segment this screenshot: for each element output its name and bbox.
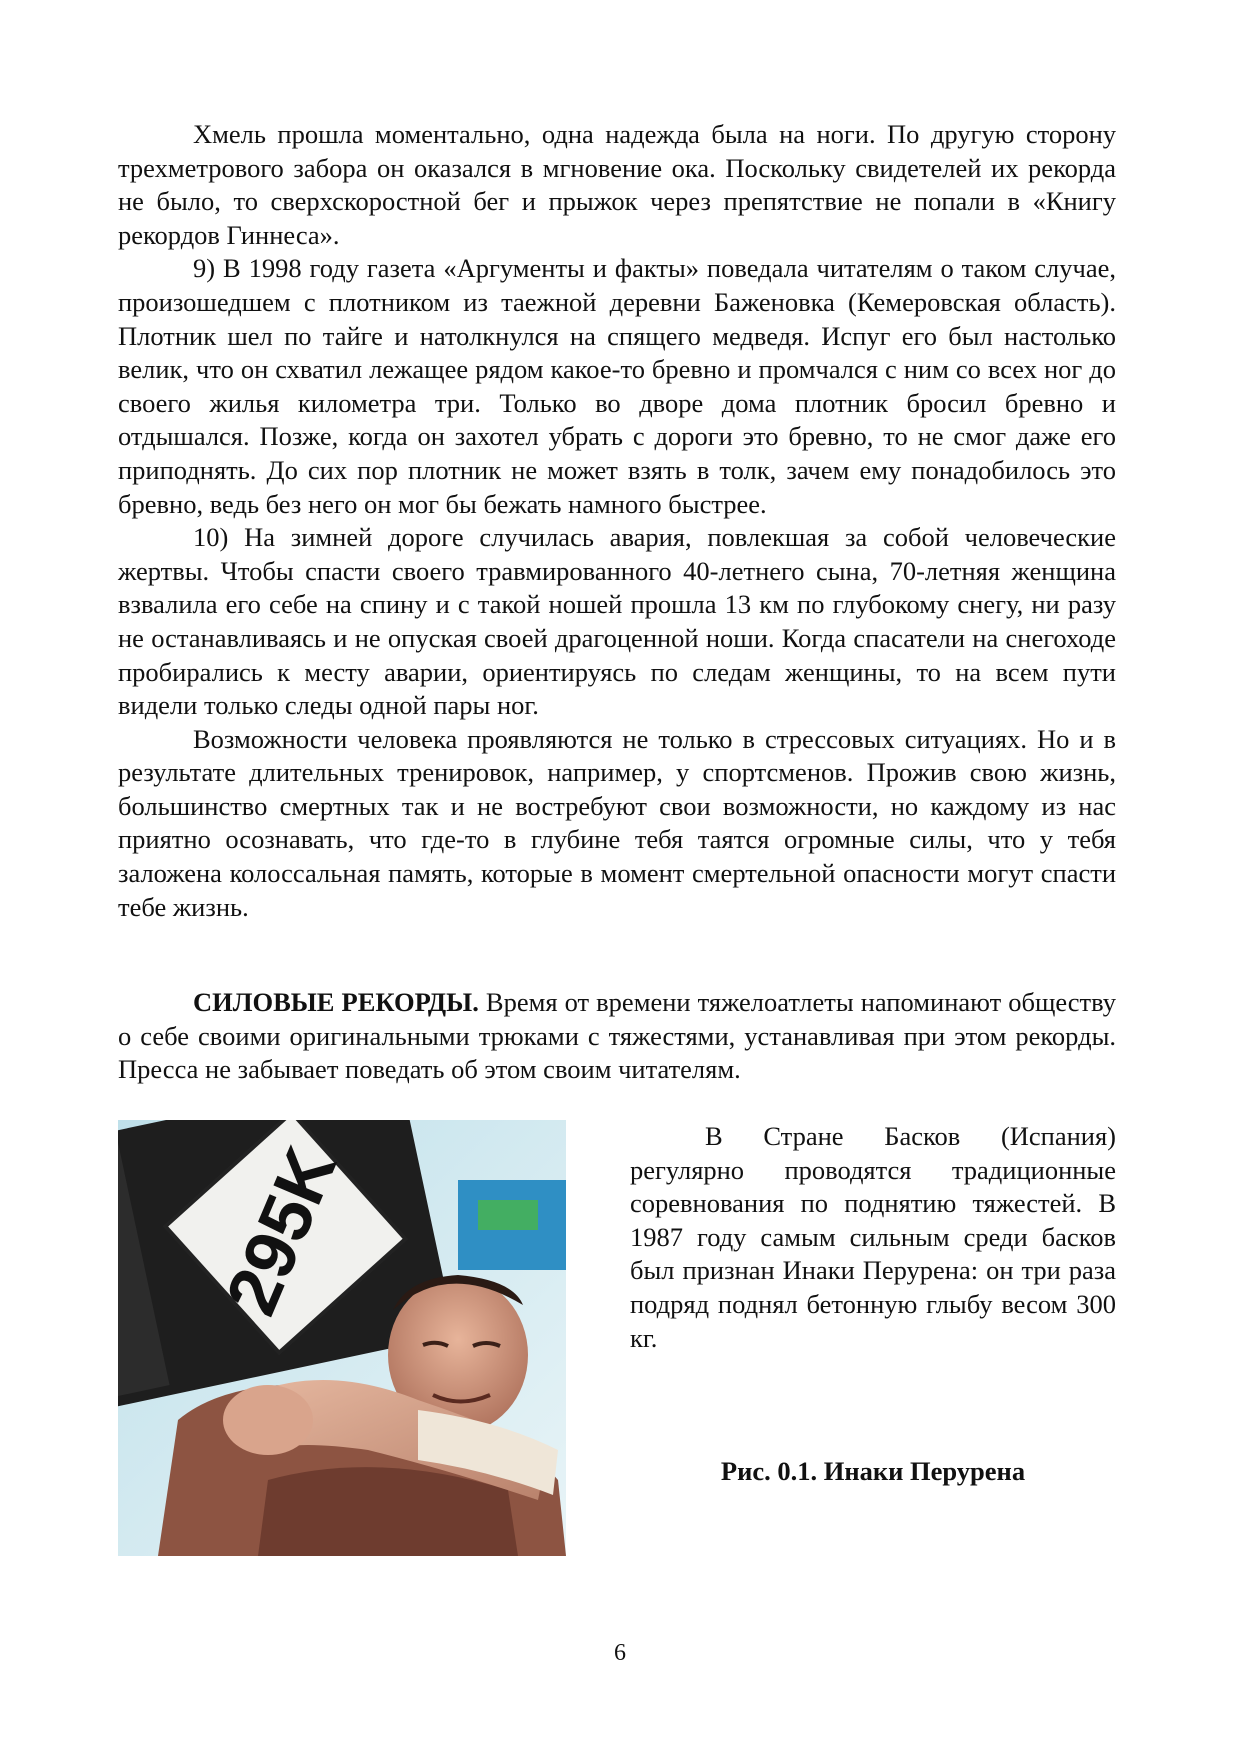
strength-records-section [118, 986, 1116, 1087]
figure-description [630, 1120, 1116, 1355]
figure-caption: Рис. 0.1. Инаки Перурена [720, 1456, 1026, 1486]
body-text [118, 118, 1116, 924]
athlete-hand [223, 1385, 313, 1455]
paragraph-carpenter: 9) В 1998 году газета «Аргументы и факты» поведала читателям о таком случае, произошедшем с плотником из таежной деревни Баженовка (Кемеровская область). Плотник шел по тайге и натолкнулся на спящего медведя. Испуг его был настолько велик, что он схватил лежащее рядом какое-то бревно и промчался с ним со всех ног до своего жилья километра три. Только во дворе дома плотник бросил бревно и отдышался. Позже, когда он захотел убрать с дороги это бревно, то не смог даже его приподнять. До сих пор плотник не может взять в толк, зачем ему понадобилось это бревно, ведь без него он мог бы бежать намного быстрее. [118, 253, 1116, 519]
paragraph-accident: 10) На зимней дороге случилась авария, повлекшая за собой человеческие жертвы. Чтобы спасти своего травмированного 40-летнего сына, 70-летняя женщина взвалила его себе на спину и с такой ношей прошла 13 км по глубокому снегу, ни разу не останавливаясь и не опуская своей драгоценной ноши. Когда спасатели на снегоходе пробирались к месту аварии, ориентируясь по следам женщины, то на всем пути видели только следы одной пары ног. [118, 522, 1116, 721]
section-paragraph [118, 986, 1116, 1087]
weight-label: 295K [211, 1136, 353, 1326]
figure-photo [118, 1120, 566, 1556]
figure-side-text: В Стране Басков (Испания) регулярно проводятся традиционные соревнования по поднятию тяжестей. В 1987 году самым сильным среди басков был признан Инаки Перурена: он три раза подряд поднял бетонную глыбу весом 300 кг. [630, 1121, 1116, 1353]
section-heading: СИЛОВЫЕ РЕКОРДЫ. [193, 987, 479, 1017]
paragraph-escape: Хмель прошла моментально, одна надежда была на ноги. По другую сторону трехметрового забора он оказался в мгновение ока. Поскольку свидетелей их рекорда не было, то сверхскоростной бег и прыжок через препятствие не попали в «Книгу рекордов Гиннеса». [118, 119, 1116, 250]
weightlifter-illustration [118, 1120, 566, 1556]
page-number: 6 [614, 1640, 626, 1666]
section-body: Время от времени тяжелоатлеты напоминают обществу о себе своими оригинальными трюками с тяжестями, устанавливая при этом рекорды. Пресса не забывает поведать об этом своим читателям. [118, 987, 1116, 1085]
paragraph-human-abilities: Возможности человека проявляются не только в стрессовых ситуациях. Но и в результате длительных тренировок, например, у спортсменов. Прожив свою жизнь, большинство смертных так и не востребуют свои возможности, но каждому из нас приятно осознавать, что где-то в глубине тебя таятся огромные силы, что у тебя заложена колоссальная память, которые в момент смертельной опасности могут спасти тебе жизнь. [118, 723, 1116, 922]
